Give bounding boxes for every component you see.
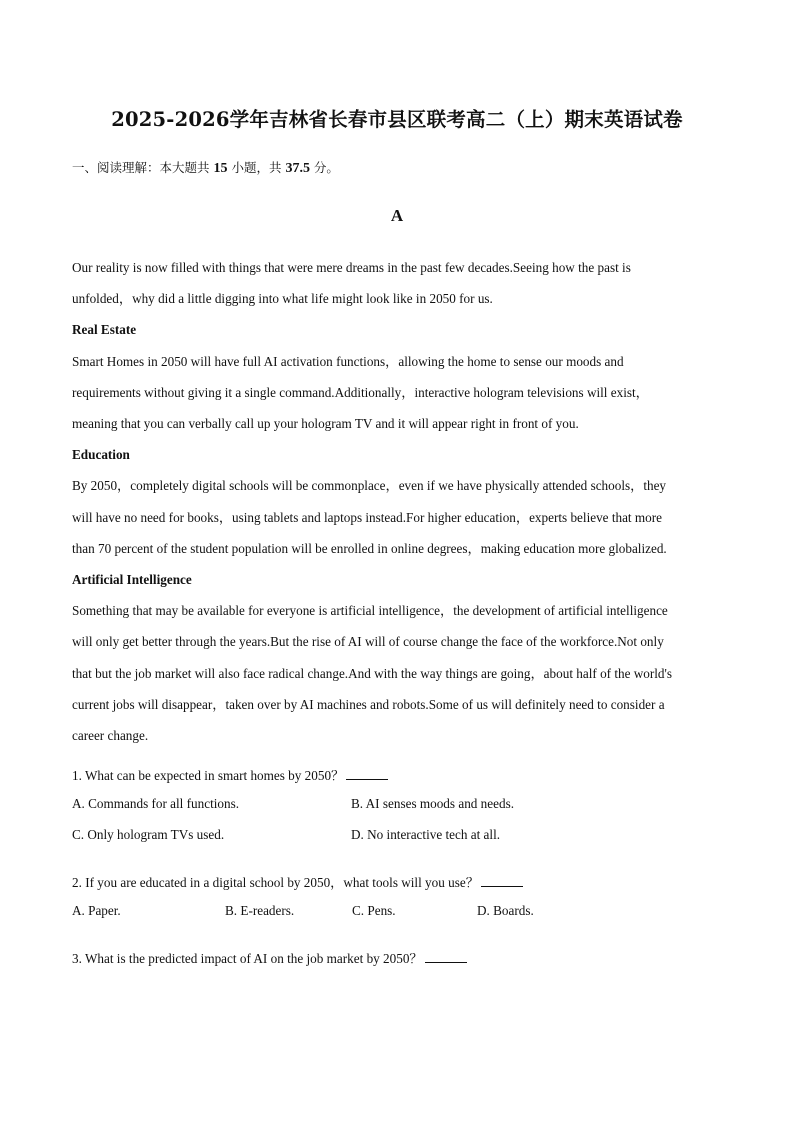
- passage-line: By 2050，completely digital schools will be commonplace，even if we have physically attended schools，they: [72, 478, 667, 494]
- passage-line: current jobs will disappear，taken over by AI machines and robots.Some of us will definitely need to consider a: [72, 696, 665, 712]
- answer-blank[interactable]: [481, 876, 523, 887]
- section-suffix: 分。: [309, 160, 339, 175]
- options-row: [72, 827, 712, 858]
- section-prefix: 一、阅读理解：本大题共: [72, 160, 214, 175]
- passage-line: Something that may be available for everyone is artificial intelligence，the development of artificial intelligence: [72, 603, 668, 619]
- option-b[interactable]: B. E-readers.: [225, 903, 295, 919]
- passage-line: than 70 percent of the student population will be enrolled in online degrees，making education more globalized.: [72, 540, 667, 556]
- passage-body: [72, 252, 712, 970]
- passage-line: Smart Homes in 2050 will have full AI activation functions，allowing the home to sense our moods and: [72, 353, 624, 369]
- section-title-ai: Artificial Intelligence: [72, 572, 192, 588]
- passage-line: career change.: [72, 728, 149, 744]
- question-number: 2.: [72, 875, 82, 891]
- question-text: If you are educated in a digital school by 2050，what tools will you use？: [85, 875, 479, 891]
- section-title-education: Education: [72, 447, 130, 463]
- question-count: 15: [213, 161, 228, 176]
- question-2: [72, 872, 712, 894]
- option-d[interactable]: D. No interactive tech at all.: [351, 827, 501, 843]
- options-row: [72, 903, 712, 934]
- passage-line: meaning that you can verbally call up your hologram TV and it will appear right in front of you.: [72, 416, 579, 432]
- section-score: 37.5: [285, 161, 310, 176]
- option-c[interactable]: C. Only hologram TVs used.: [72, 827, 225, 843]
- option-a[interactable]: A. Commands for all functions.: [72, 796, 240, 812]
- section-heading: [72, 158, 339, 177]
- question-text: What is the predicted impact of AI on the job market by 2050？: [84, 951, 423, 967]
- passage-line: requirements without giving it a single command.Additionally，interactive hologram televisions will exist，: [72, 384, 649, 400]
- answer-blank[interactable]: [346, 769, 388, 780]
- question-3: [72, 948, 712, 970]
- section-mid: 小题，共: [227, 160, 286, 175]
- passage-line: will have no need for books，using tablets and laptops instead.For higher education，experts believe that more: [72, 509, 662, 525]
- intro-line: Our reality is now filled with things that were mere dreams in the past few decades.Seeing how the past is: [72, 260, 631, 275]
- intro-line: unfolded，why did a little digging into what life might look like in 2050 for us.: [72, 291, 493, 307]
- passage-letter: A: [390, 206, 404, 225]
- question-number: 3.: [72, 951, 82, 967]
- passage-line: that but the job market will also face radical change.And with the way things are going，about half of the world's: [72, 665, 673, 681]
- option-d[interactable]: D. Boards.: [477, 903, 534, 919]
- question-text: What can be expected in smart homes by 2050？: [84, 768, 345, 784]
- question-1: [72, 765, 712, 787]
- section-title-real-estate: Real Estate: [72, 322, 137, 338]
- option-c[interactable]: C. Pens.: [352, 903, 396, 919]
- exam-title: 2025-2026学年吉林省长春市县区联考高二（上）期末英语试卷: [111, 108, 683, 131]
- option-b[interactable]: B. AI senses moods and needs.: [351, 796, 514, 812]
- answer-blank[interactable]: [425, 952, 467, 963]
- options-row: [72, 796, 712, 827]
- question-number: 1.: [72, 768, 82, 784]
- passage-line: will only get better through the years.But the rise of AI will of course change the face of the workforce.Not only: [72, 634, 664, 650]
- option-a[interactable]: A. Paper.: [72, 903, 121, 919]
